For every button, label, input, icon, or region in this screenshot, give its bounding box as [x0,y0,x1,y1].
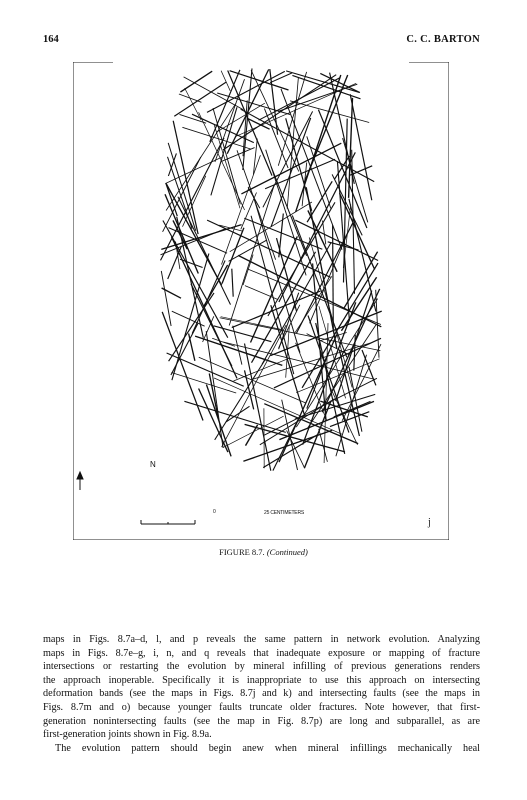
fracture-network [161,68,382,470]
scale-bar [141,520,195,524]
fracture-trace [222,155,261,264]
body-line: first-generation joints shown in Fig. 8.9a. [43,729,212,741]
body-line: maps in Figs. 8.7e–g, i, n, and q reveals that inadequate exposure or mapping of fracture [43,647,480,659]
fracture-trace [354,335,356,371]
fracture-trace [167,353,244,386]
fracture-map [73,62,449,540]
body-line: intersections or restarting the evolution by mineral infilling of previous generations renders [43,661,480,673]
figure-8-7-j [73,62,449,540]
north-label: N [150,460,156,469]
fracture-trace [161,271,171,326]
scale-zero-label: 0 [213,509,216,515]
body-paragraph [43,633,480,755]
fracture-trace [350,94,372,200]
fracture-trace [344,252,378,309]
north-arrow-icon [77,472,83,490]
body-line: the approach inoperable. Specifically it is inappropriate to use this approach on intersecting [43,674,480,686]
fracture-trace [171,324,198,375]
caption-prefix: FIGURE 8.7. [219,547,265,557]
fracture-trace [232,269,233,297]
fracture-trace [337,161,349,321]
caption-continued: (Continued) [266,547,308,557]
fracture-trace [174,82,226,116]
fracture-trace [286,326,290,378]
fracture-trace [176,242,180,270]
fracture-trace [333,225,334,329]
fracture-trace [241,193,257,230]
figure-caption [0,547,527,557]
scale-label: 25 CENTIMETERS [264,510,304,516]
fracture-trace [169,293,214,361]
running-head-author: C. C. BARTON [406,34,480,45]
fracture-trace [223,416,283,447]
fracture-trace [180,71,212,92]
fracture-trace [279,214,284,258]
fracture-trace [234,358,290,381]
fracture-trace [329,385,357,445]
fracture-trace [296,75,341,212]
fracture-trace [203,316,214,342]
fracture-trace [226,406,249,422]
body-line: maps in Figs. 8.7a–d, l, and p reveals the same pattern in network evolution. Analyzing [43,634,480,645]
frame-marks [73,62,449,540]
body-line: Figs. 8.7m and o) because younger faults truncate older fractures. Note however, that first- [43,701,480,713]
fracture-trace [171,373,236,394]
body-line: The evolution pattern should begin anew when mineral infillings mechanically heal [55,742,480,754]
fracture-trace [178,197,231,305]
fracture-trace [211,107,237,195]
fracture-trace [204,265,228,307]
fracture-trace [189,334,195,361]
page-header [43,34,480,48]
fracture-trace [172,254,209,381]
body-line: deformation bands (see the maps in Figs. 8.7j and k) and intersecting faults (see the maps in [43,688,480,700]
fracture-trace [264,109,288,169]
panel-letter: j [428,517,431,528]
fracture-trace [207,71,285,112]
fracture-trace [302,162,307,206]
page-number: 164 [43,34,59,45]
body-line: generation nonintersecting faults (see the map in Fig. 8.7p) are long and subparallel, as are [43,715,480,727]
fracture-trace [214,326,272,342]
fracture-trace [324,323,328,463]
fracture-trace [243,430,332,461]
